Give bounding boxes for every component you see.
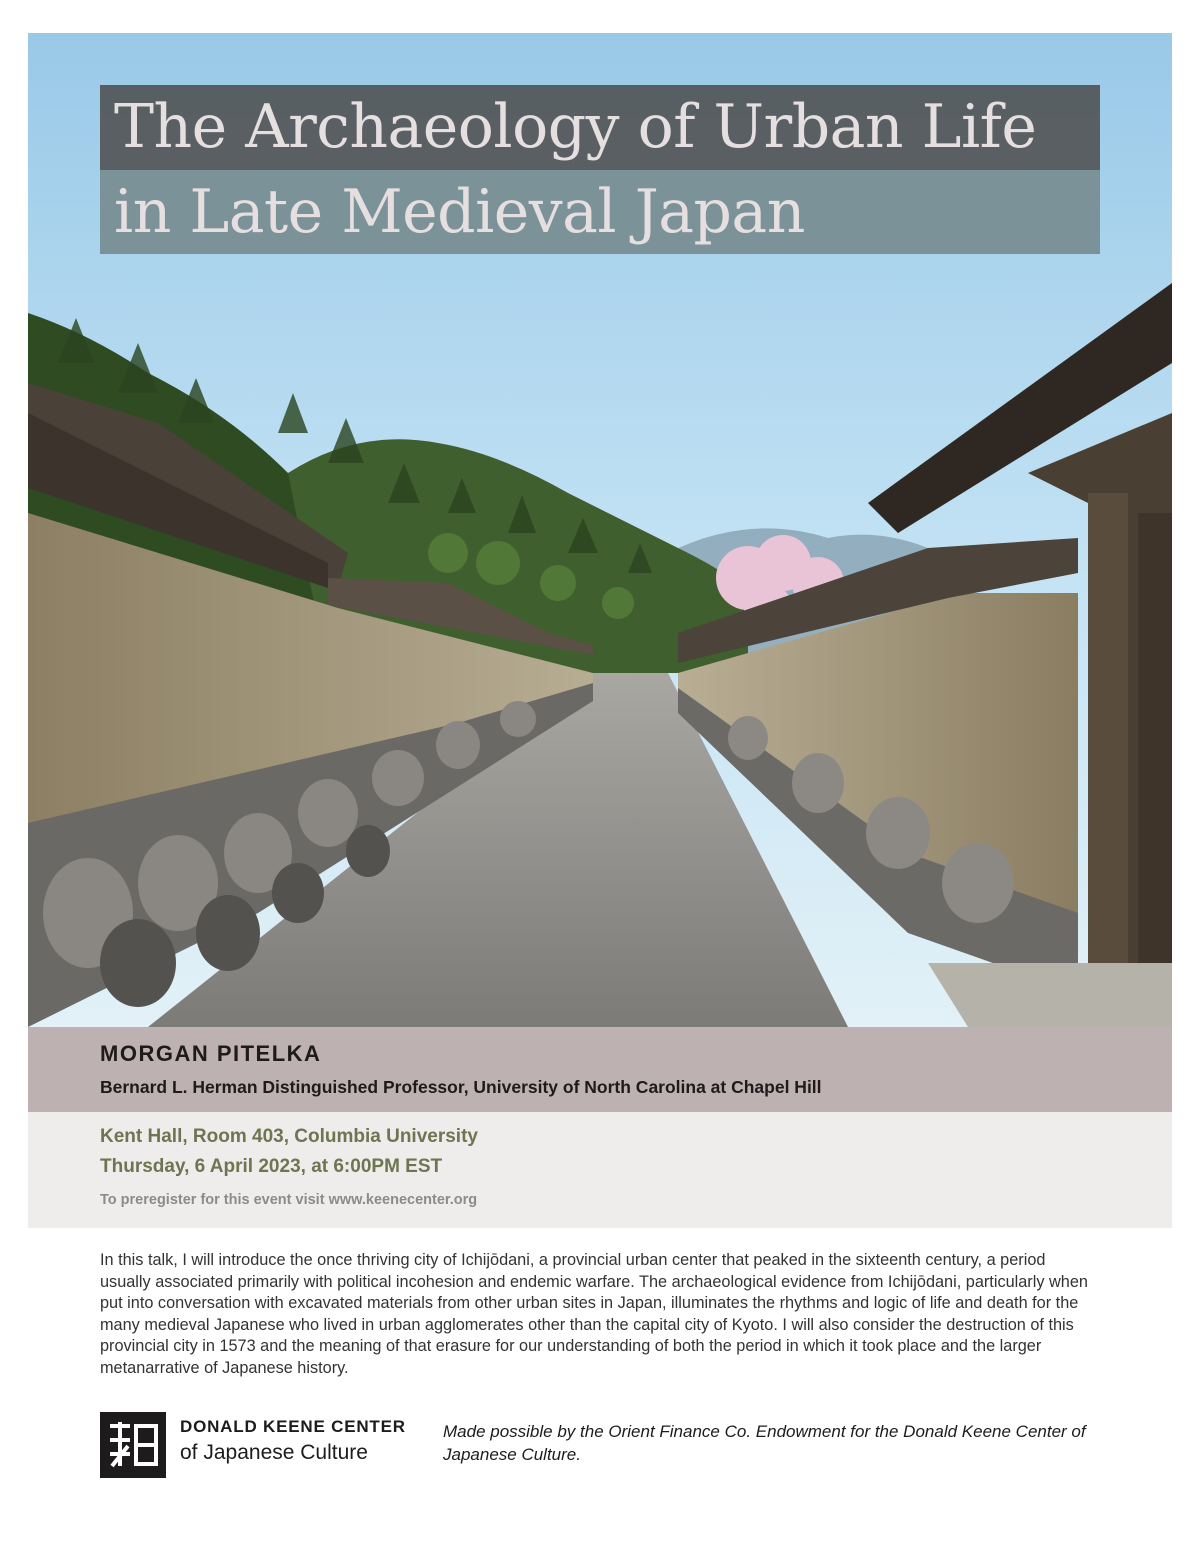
talk-abstract: In this talk, I will introduce the once thriving city of Ichijōdani, a provincial urban center that peaked in the sixteenth century, a period usually associated primarily with political incohesion and endemic warfare. The archaeological evidence from Ichijōdani, particularly when put into conversation with excavated materials from other urban sites in Japan, illuminates the rhythms and logic of life and death for the many medieval Japanese who lived in urban agglomerates other than the capital city of Kyoto. I will also consider the destruction of this provincial city in 1573 and the meaning of that erasure for our understanding of both the period in which it took place and the larger metanarrative of Japanese history.	[100, 1251, 1088, 1377]
funding-credit: Made possible by the Orient Finance Co. Endowment for the Donald Keene Center of Japanese Culture.	[443, 1422, 1086, 1464]
event-venue: Kent Hall, Room 403, Columbia University	[100, 1126, 478, 1147]
keene-center-logo-icon	[100, 1412, 166, 1478]
title-line-1: The Archaeology of Urban Life	[100, 85, 1100, 170]
event-title	[100, 85, 1100, 254]
title-line-2: in Late Medieval Japan	[100, 170, 1100, 254]
org-name: DONALD KEENE CENTER	[180, 1417, 406, 1436]
registration-note: To preregister for this event visit www.keenecenter.org	[100, 1192, 478, 1208]
speaker-band	[28, 1027, 1172, 1112]
org-subtitle: of Japanese Culture	[180, 1441, 368, 1464]
speaker-name: MORGAN PITELKA	[100, 1041, 322, 1066]
speaker-affiliation: Bernard L. Herman Distinguished Professor, University of North Carolina at Chapel Hill	[100, 1077, 822, 1097]
event-details	[28, 1112, 1172, 1228]
event-datetime: Thursday, 6 April 2023, at 6:00PM EST	[100, 1156, 443, 1177]
